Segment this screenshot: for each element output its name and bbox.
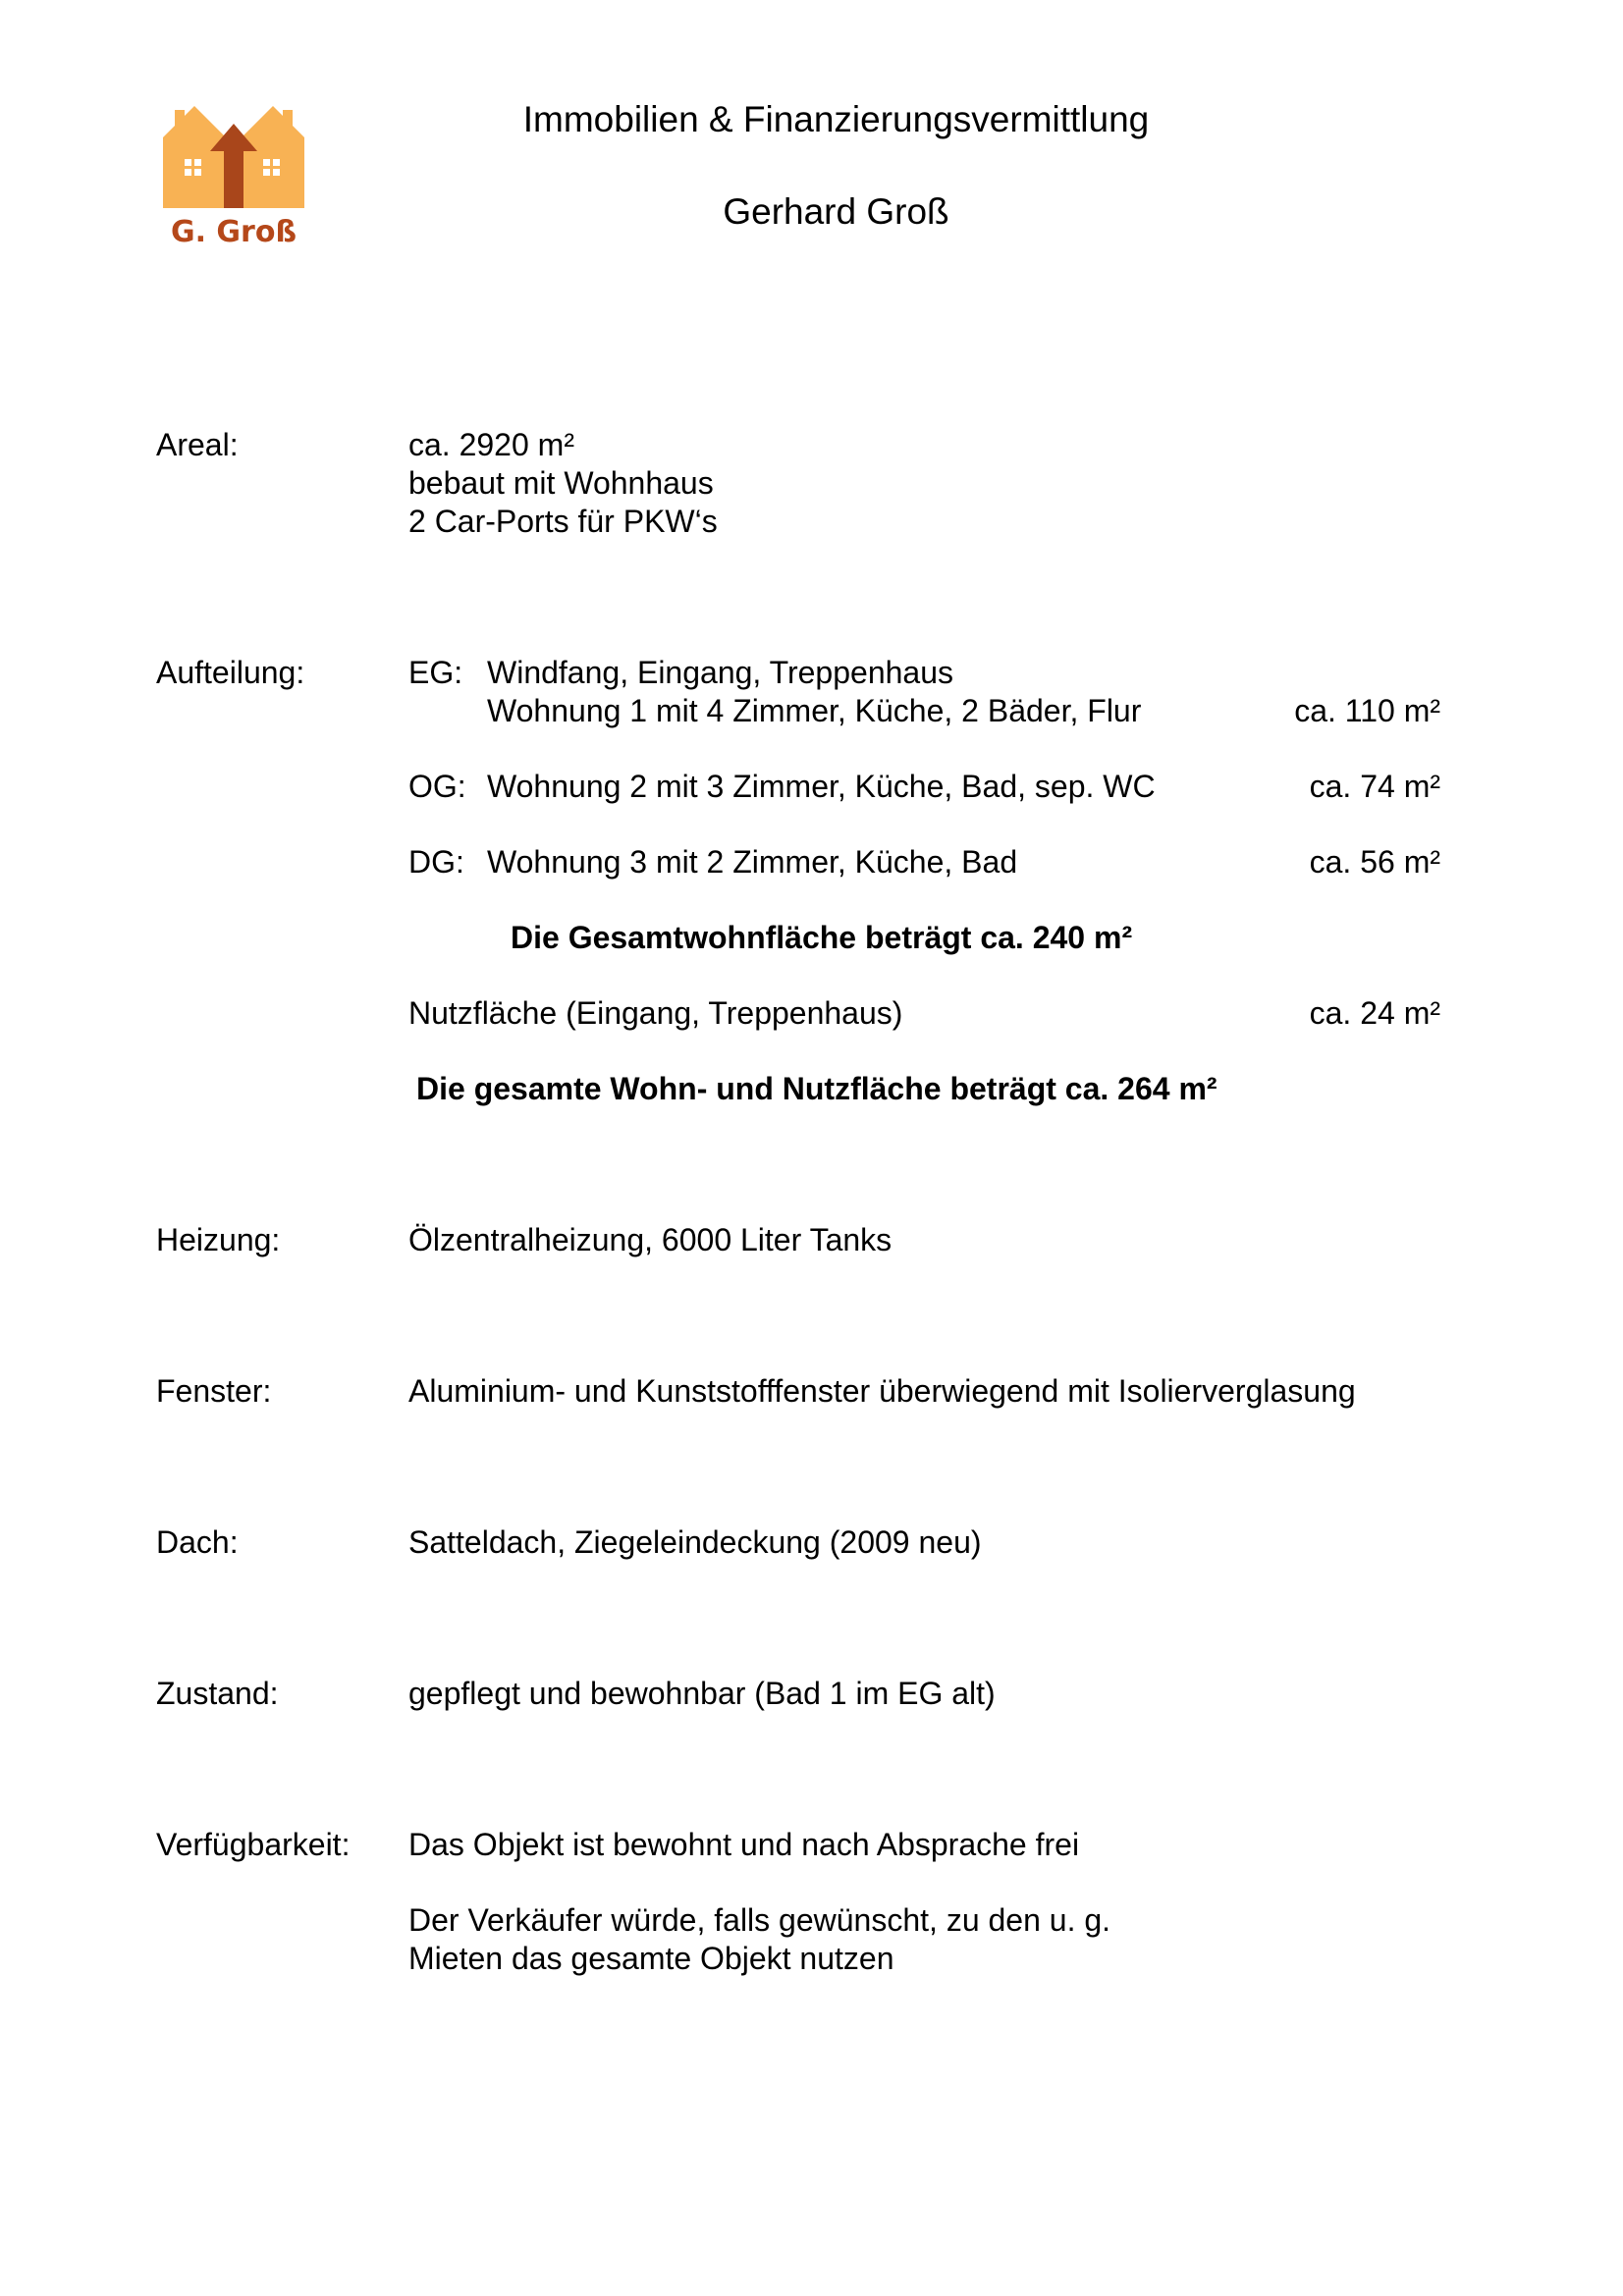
- dach-value: Satteldach, Ziegeleindeckung (2009 neu): [408, 1524, 982, 1560]
- nutzflaeche-area: ca. 24 m²: [1309, 995, 1440, 1031]
- nutzflaeche-line: Nutzfläche (Eingang, Treppenhaus): [408, 995, 903, 1031]
- areal-line: bebaut mit Wohnhaus: [408, 465, 714, 501]
- zustand-value: gepflegt und bewohnbar (Bad 1 im EG alt): [408, 1676, 996, 1711]
- og-area: ca. 74 m²: [1309, 769, 1440, 804]
- dg-line: Wohnung 3 mit 2 Zimmer, Küche, Bad: [487, 844, 1018, 880]
- dg-prefix: DG:: [408, 844, 464, 880]
- eg-line1: Windfang, Eingang, Treppenhaus: [487, 655, 953, 690]
- dg-area: ca. 56 m²: [1309, 844, 1440, 880]
- fenster-label: Fenster:: [156, 1373, 272, 1409]
- areal-line: ca. 2920 m²: [408, 427, 574, 462]
- heizung-value: Ölzentralheizung, 6000 Liter Tanks: [408, 1222, 893, 1257]
- company-line: Immobilien & Finanzierungsvermittlung: [522, 99, 1150, 139]
- og-prefix: OG:: [408, 769, 466, 804]
- eg-line2: Wohnung 1 mit 4 Zimmer, Küche, 2 Bäder, Flur: [487, 693, 1142, 728]
- fenster-value: Aluminium- und Kunststofffenster überwiegend mit Isolierverglasung: [408, 1373, 1356, 1409]
- og-line: Wohnung 2 mit 3 Zimmer, Küche, Bad, sep. WC: [487, 769, 1156, 804]
- verfuegbarkeit-line1: Das Objekt ist bewohnt und nach Absprache frei: [408, 1827, 1080, 1862]
- areal-line: 2 Car-Ports für PKW‘s: [408, 504, 718, 539]
- dach-label: Dach:: [156, 1524, 239, 1560]
- aufteilung-label: Aufteilung:: [156, 655, 305, 690]
- verfuegbarkeit-label: Verfügbarkeit:: [156, 1827, 351, 1862]
- verfuegbarkeit-line3: Mieten das gesamte Objekt nutzen: [408, 1941, 894, 1976]
- eg-prefix: EG:: [408, 655, 463, 690]
- total-living-area: Die Gesamtwohnfläche beträgt ca. 240 m²: [511, 920, 1133, 955]
- total-all-area: Die gesamte Wohn- und Nutzfläche beträgt ca. 264 m²: [416, 1071, 1217, 1106]
- areal-label: Areal:: [156, 427, 239, 462]
- logo-text: G. Groß: [170, 215, 298, 249]
- eg-area: ca. 110 m²: [1294, 693, 1440, 728]
- heizung-label: Heizung:: [156, 1222, 281, 1257]
- verfuegbarkeit-line2: Der Verkäufer würde, falls gewünscht, zu den u. g.: [408, 1902, 1111, 1938]
- person-name: Gerhard Groß: [723, 191, 949, 232]
- zustand-label: Zustand:: [156, 1676, 279, 1711]
